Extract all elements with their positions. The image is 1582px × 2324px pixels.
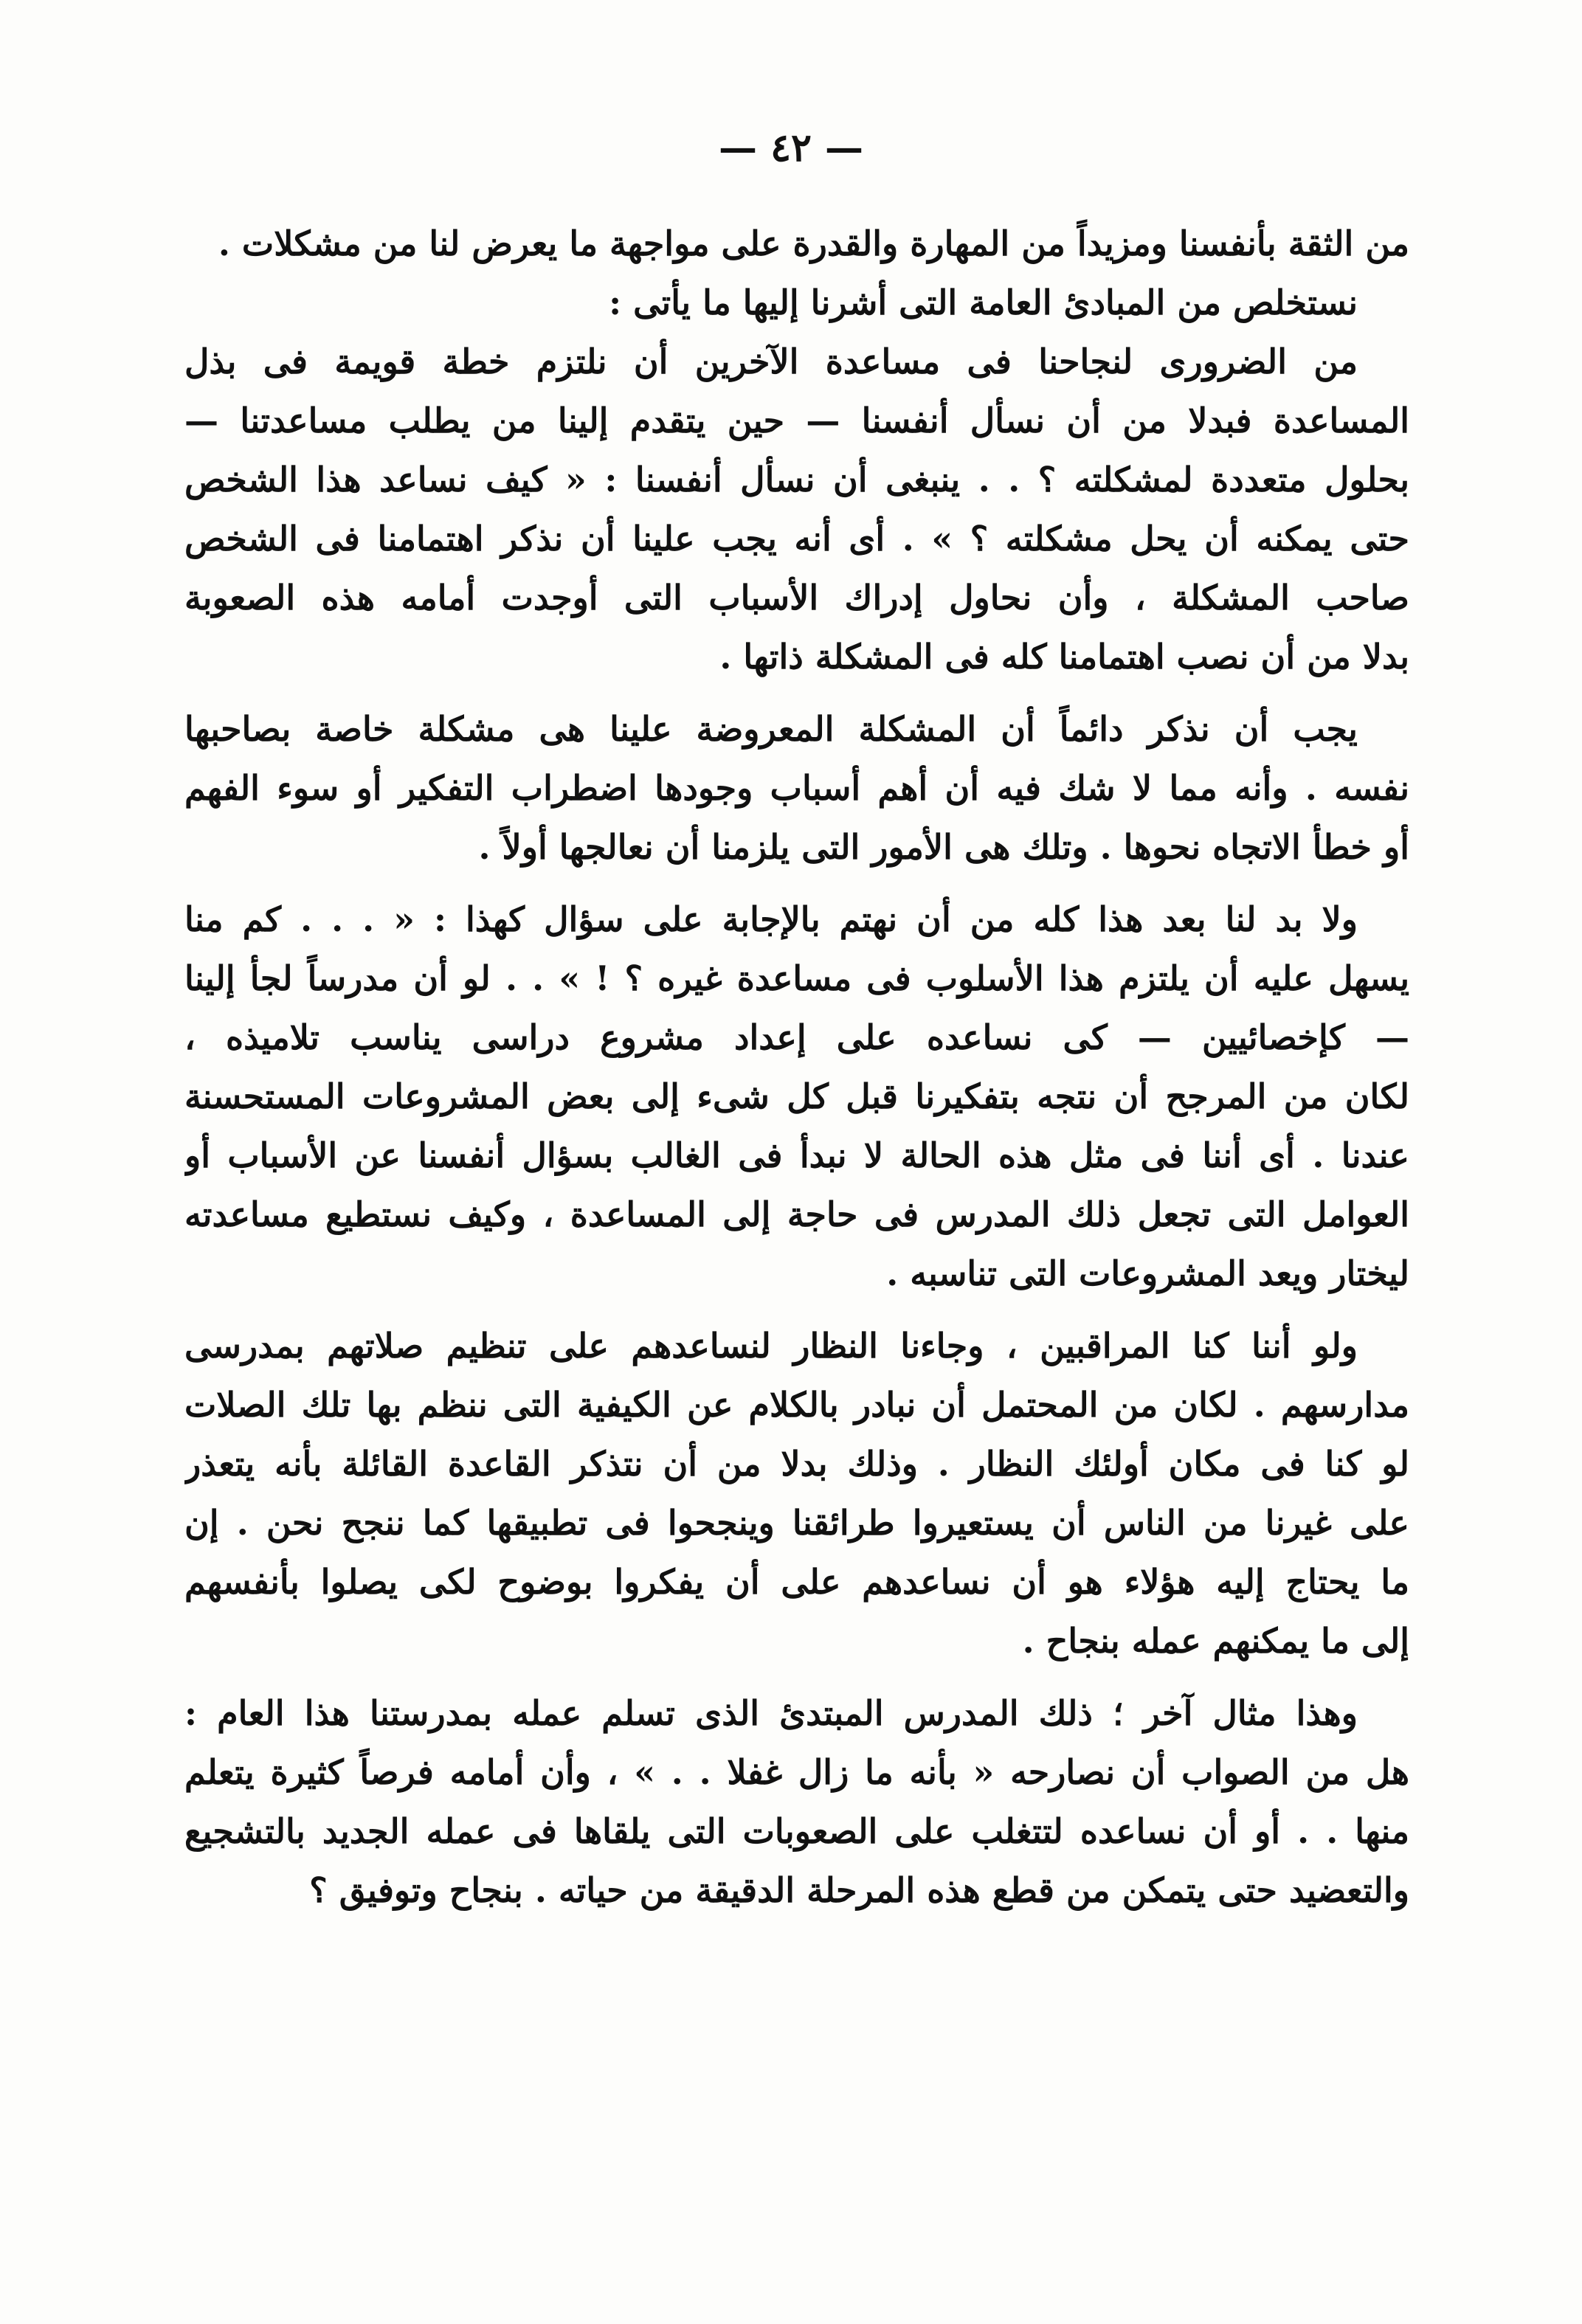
text-line: بدلا من أن نصب اهتمامنا كله فى المشكلة ذاتها . [719,637,1409,677]
text-line: وهذا مثال آخر ؛ ذلك المدرس المبتدئ الذى تسلم عمله بمدرستنا هذا العام : [184,1693,1358,1733]
text-line: على غيرنا من الناس أن يستعيروا طرائقنا وينجحوا فى تطبيقها كما ننجح نحن . إن [184,1503,1409,1543]
text-line: العوامل التى تجعل ذلك المدرس فى حاجة إلى المساعدة ، وكيف نستطيع مساعدته [184,1194,1409,1234]
paragraph [184,332,1409,686]
text-line: من الثقة بأنفسنا ومزيداً من المهارة والقدرة على مواجهة ما يعرض لنا من مشكلات . [218,224,1409,263]
text-line: صاحب المشكلة ، وأن نحاول إدراك الأسباب التى أوجدت أمامه هذه الصعوبة [184,578,1409,618]
text-line: ولو أننا كنا المراقبين ، وجاءنا النظار لنساعدهم على تنظيم صلاتهم بمدرسى [184,1326,1358,1366]
text-line: من الضرورى لنجاحنا فى مساعدة الآخرين أن نلتزم خطة قويمة فى بذل [184,342,1358,381]
page-number: — ٤٢ — [718,125,864,170]
text-line: نفسه . وأنه مما لا شك فيه أن أهم أسباب وجودها اضطراب التفكير أو سوء الفهم [184,768,1409,808]
text-line: إلى ما يمكنهم عمله بنجاح . [1022,1621,1409,1661]
text-line: حتى يمكنه أن يحل مشكلته ؟ » . أى أنه يجب علينا أن نذكر اهتمامنا فى الشخص [184,519,1409,558]
paragraph [184,699,1409,876]
text-line: عندنا . أى أننا فى مثل هذه الحالة لا نبدأ فى الغالب بسؤال أنفسنا عن الأسباب أو [184,1135,1409,1175]
text-line: المساعدة فبدلا من أن نسأل أنفسنا — حين يتقدم إلينا من يطلب مساعدتنا — [184,401,1409,440]
text-line: أو خطأ الاتجاه نحوها . وتلك هى الأمور التى يلزمنا أن نعالجها أولاً . [478,827,1409,867]
text-line: نستخلص من المبادئ العامة التى أشرنا إليها ما يأتى : [609,283,1358,322]
text-line: ليختار ويعد المشروعات التى تناسبه . [886,1253,1409,1293]
text-line: لكان من المرجح أن نتجه بتفكيرنا قبل كل شىء إلى بعض المشروعات المستحسنة [184,1076,1409,1116]
text-line: — كإخصائيين — كى نساعده على إعداد مشروع دراسى يناسب تلاميذه ، [184,1017,1409,1057]
text-line: لو كنا فى مكان أولئك النظار . وذلك بدلا من أن نتذكر القاعدة القائلة بأنه يتعذر [184,1444,1409,1484]
paragraph [184,214,1409,273]
body-text [184,214,1409,1920]
text-line: هل من الصواب أن نصارحه « بأنه ما زال غفلا . . » ، وأن أمامه فرصاً كثيرة يتعلم [184,1752,1409,1792]
text-line: يجب أن نذكر دائماً أن المشكلة المعروضة علينا هى مشكلة خاصة بصاحبها [184,709,1358,749]
text-line: والتعضيد حتى يتمكن من قطع هذه المرحلة الدقيقة من حياته . بنجاح وتوفيق ؟ [309,1870,1409,1910]
text-line: مدارسهم . لكان من المحتمل أن نبادر بالكلام عن الكيفية التى ننظم بها تلك الصلات [184,1385,1409,1425]
text-line: ما يحتاج إليه هؤلاء هو أن نساعدهم على أن يفكروا بوضوح لكى يصلوا بأنفسهم [184,1562,1409,1602]
text-line: منها . . أو أن نساعده لتتغلب على الصعوبات التى يلقاها فى عمله الجديد بالتشجيع [184,1811,1409,1851]
paragraph [184,1684,1409,1920]
paragraph [184,273,1409,332]
text-line: يسهل عليه أن يلتزم هذا الأسلوب فى مساعدة غيره ؟ ! » . . لو أن مدرساً لجأ إلينا [184,958,1409,998]
paragraph [184,1316,1409,1670]
paragraph [184,890,1409,1303]
text-line: ولا بد لنا بعد هذا كله من أن نهتم بالإجابة على سؤال كهذا : « . . . كم منا [184,899,1358,939]
text-line: بحلول متعددة لمشكلته ؟ . . ينبغى أن نسأل أنفسنا : « كيف نساعد هذا الشخص [184,460,1409,499]
